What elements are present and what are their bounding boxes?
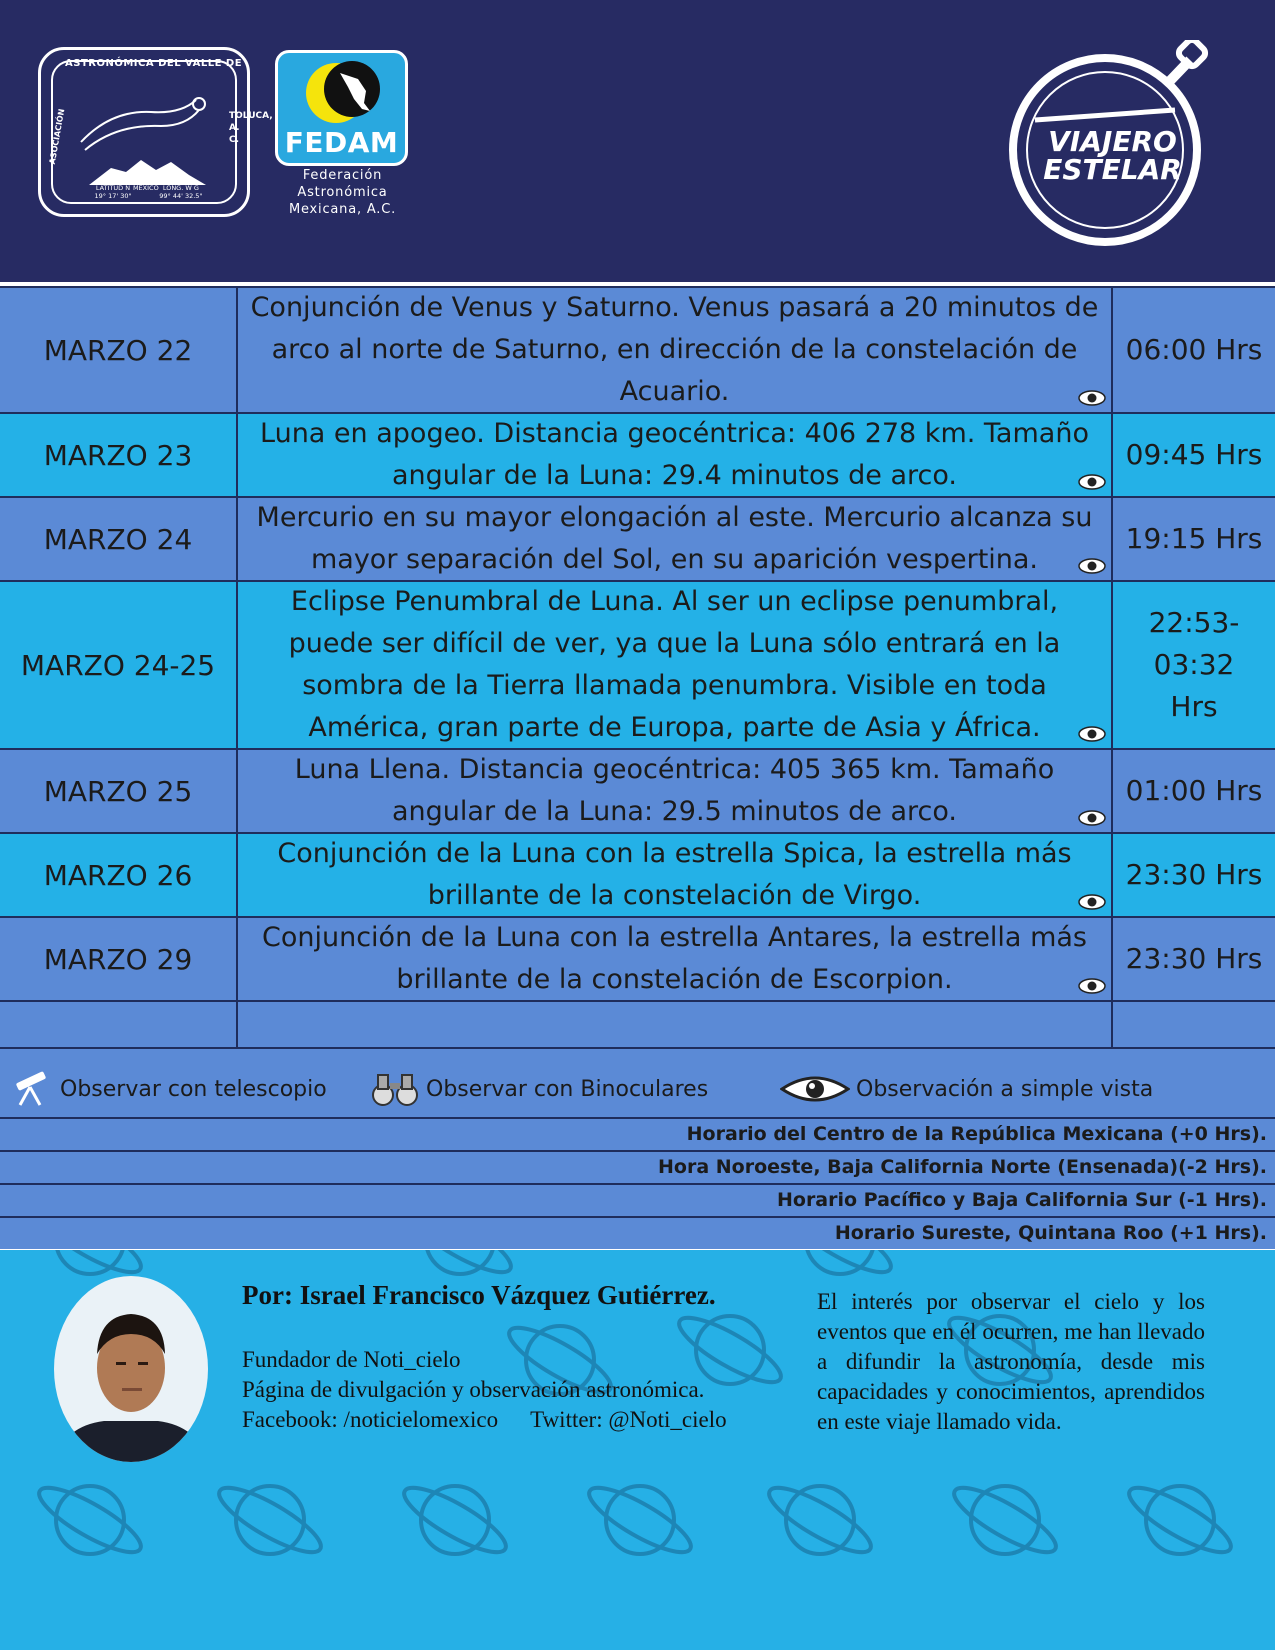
event-time: 22:53-03:32 Hrs xyxy=(1148,606,1240,723)
legend-naked-eye: Observación a simple vista xyxy=(780,1071,1153,1107)
event-time: 19:15 Hrs xyxy=(1125,522,1263,555)
event-description: Luna en apogeo. Distancia geocéntrica: 406 278 km. Tamaño angular de la Luna: 29.4 minutos de arco. xyxy=(238,414,1113,496)
event-date: MARZO 22 xyxy=(0,288,238,412)
event-date: MARZO 24-25 xyxy=(0,582,238,748)
event-row xyxy=(0,286,1275,412)
facebook-link[interactable]: Facebook: /noticielomexico xyxy=(242,1407,499,1432)
event-date: MARZO 29 xyxy=(0,918,238,1000)
author-quote: El interés por observar el cielo y los eventos que en él ocurren, me han llevado a difundir la astronomía, desde mis capacidades y conocimientos, aprendidos en este viaje llamado vida. xyxy=(817,1289,1205,1434)
empty-row xyxy=(0,1000,1275,1047)
event-row xyxy=(0,748,1275,832)
viajero-estelar-logo xyxy=(1005,40,1220,250)
comet-mountain-icon xyxy=(71,80,221,190)
avt-logo-founded: FUNDADA EN 1984 LATITUD N 19° 17' 30" MEXICO LONG. W G 99° 44' 32.5" xyxy=(94,176,203,200)
event-date: MARZO 26 xyxy=(0,834,238,916)
fedam-brand: FEDAM xyxy=(284,126,399,159)
viajero-line2: ESTELAR xyxy=(1043,153,1182,186)
avt-logo-right-text: TOLUCA, A. C. xyxy=(229,111,273,145)
eye-icon xyxy=(1077,556,1107,576)
eye-icon xyxy=(1077,388,1107,408)
event-time: 23:30 Hrs xyxy=(1125,858,1263,891)
eye-icon xyxy=(1077,472,1107,492)
event-description: Eclipse Penumbral de Luna. Al ser un eclipse penumbral, puede ser difícil de ver, ya que la Luna sólo entrará en la sombra de la Tierra llamada penumbra. Visible en toda América, gran parte de Europa, parte de Asia y África. xyxy=(238,582,1113,748)
event-row xyxy=(0,832,1275,916)
fedam-logo xyxy=(275,50,408,166)
avt-logo xyxy=(38,47,273,217)
event-time: 23:30 Hrs xyxy=(1125,942,1263,975)
legend-binoculars: Observar con Binoculares xyxy=(370,1071,708,1107)
event-date: MARZO 24 xyxy=(0,498,238,580)
binoculars-icon xyxy=(370,1071,420,1107)
eye-icon xyxy=(1077,808,1107,828)
event-row xyxy=(0,580,1275,748)
timezone-note: Horario Sureste, Quintana Roo (+1 Hrs). xyxy=(0,1216,1275,1249)
eye-icon xyxy=(1077,892,1107,912)
author-photo xyxy=(54,1276,208,1462)
moon-map-icon xyxy=(278,53,408,133)
eye-icon xyxy=(1077,724,1107,744)
telescope-icon xyxy=(10,1071,54,1107)
twitter-link[interactable]: Twitter: @Noti_cielo xyxy=(530,1407,727,1432)
event-date: MARZO 25 xyxy=(0,750,238,832)
header-banner xyxy=(0,0,1275,282)
timezone-note: Horario Pacífico y Baja California Sur (-1 Hrs). xyxy=(0,1183,1275,1216)
event-row xyxy=(0,916,1275,1000)
event-time: 06:00 Hrs xyxy=(1125,333,1263,366)
eye-icon xyxy=(780,1071,850,1107)
timezone-note: Hora Noroeste, Baja California Norte (Ensenada)(-2 Hrs). xyxy=(0,1150,1275,1183)
viajero-line1: VIAJERO xyxy=(1048,125,1177,158)
legend-telescope: Observar con telescopio xyxy=(10,1071,327,1107)
event-row xyxy=(0,496,1275,580)
event-description: Conjunción de la Luna con la estrella Spica, la estrella más brillante de la constelación de Virgo. xyxy=(238,834,1113,916)
author-name: Por: Israel Francisco Vázquez Gutiérrez. xyxy=(242,1280,716,1310)
eye-icon xyxy=(1077,976,1107,996)
event-row xyxy=(0,412,1275,496)
avt-logo-arc-text: ASTRONÓMICA DEL VALLE DE xyxy=(65,58,243,69)
event-description: Conjunción de Venus y Saturno. Venus pasará a 20 minutos de arco al norte de Saturno, en dirección de la constelación de Acuario. xyxy=(238,288,1113,412)
event-time: 01:00 Hrs xyxy=(1125,774,1263,807)
avt-logo-left-text: ASOCIACIÓN xyxy=(47,108,67,165)
timezone-note: Horario del Centro de la República Mexicana (+0 Hrs). xyxy=(0,1117,1275,1150)
author-footer xyxy=(0,1250,1275,1650)
event-description: Mercurio en su mayor elongación al este. Mercurio alcanza su mayor separación del Sol, en su aparición vespertina. xyxy=(238,498,1113,580)
event-date: MARZO 23 xyxy=(0,414,238,496)
event-time: 09:45 Hrs xyxy=(1125,438,1263,471)
event-description: Conjunción de la Luna con la estrella Antares, la estrella más brillante de la constelación de Escorpion. xyxy=(238,918,1113,1000)
fedam-caption: Federación Astronómica Mexicana, A.C. xyxy=(288,168,397,217)
author-bio: Fundador de Noti_cielo Página de divulgación y observación astronómica. Facebook: /noticielomexico Twitter: @Noti_cielo xyxy=(242,1347,727,1432)
legend-bar xyxy=(0,1047,1275,1117)
event-description: Luna Llena. Distancia geocéntrica: 405 365 km. Tamaño angular de la Luna: 29.5 minutos de arco. xyxy=(238,750,1113,832)
